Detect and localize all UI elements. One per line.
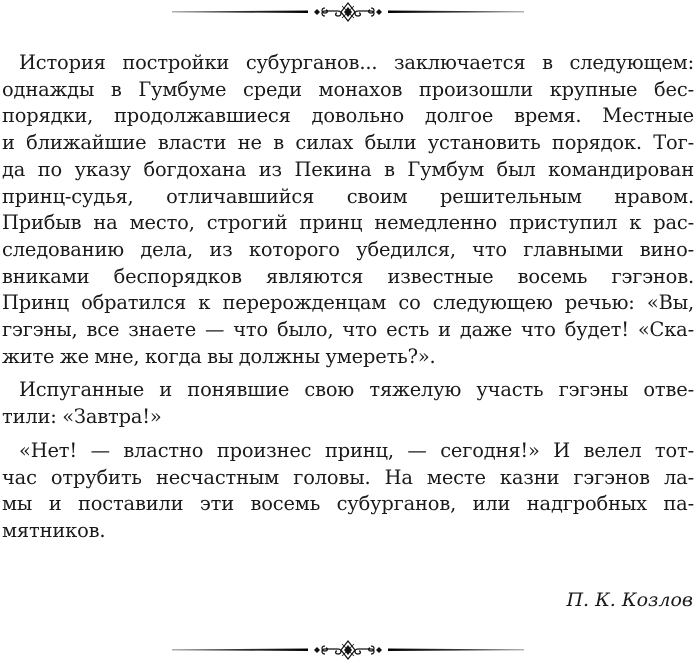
text-line: История постройки субурганов... заключается в следующем: [19,51,694,74]
paragraph-3 [2,438,694,545]
text-line: и ближайшие власти не в силах были установить порядок. Тог- [2,131,694,155]
paragraph-2 [2,377,694,430]
ornament-flourish-icon [170,2,526,22]
bottom-ornament-divider [170,640,526,660]
body-text [2,50,694,545]
ornament-flourish-icon [170,640,526,660]
text-line: следованию дела, из которого убедился, что главными вино- [2,237,694,261]
text-line: вниками беспорядков являются известные восемь гэгэнов. [2,264,694,288]
text-line: порядки, продолжавшиеся довольно долгое время. Местные [2,104,694,128]
text-line: жите же мне, когда вы должны умереть?». [2,344,436,368]
text-line: Принц обратился к перерожденцам со следующею речью: «Вы, [2,291,694,315]
text-line: мы и поставили эти восемь субурганов, или надгробных па- [2,492,694,516]
text-line: да по указу богдохана из Пекина в Гумбум был командирован [2,157,694,181]
text-line: гэгэны, все знаете — что было, что есть и даже что будет! «Ска- [2,318,694,342]
paragraph-1 [2,50,694,370]
text-line: тили: «Завтра!» [2,405,162,429]
text-line: мятников. [2,518,106,542]
author-attribution: П. К. Козлов [566,589,693,611]
text-line: Прибыв на место, строгий принц немедленно приступил к рас- [2,211,694,235]
text-line: однажды в Гумбуме среди монахов произошли крупные бес- [2,77,694,101]
text-line: «Нет! — властно произнес принц, — сегодня!» И велел тот- [19,438,694,462]
text-line: Испуганные и понявшие свою тяжелую участь гэгэны отве- [19,378,694,402]
text-line: принц-судья, отличавшийся своим решительным нравом. [2,184,694,208]
top-ornament-divider [170,2,526,22]
text-line: час отрубить несчастным головы. На месте казни гэгэнов ла- [2,465,694,489]
